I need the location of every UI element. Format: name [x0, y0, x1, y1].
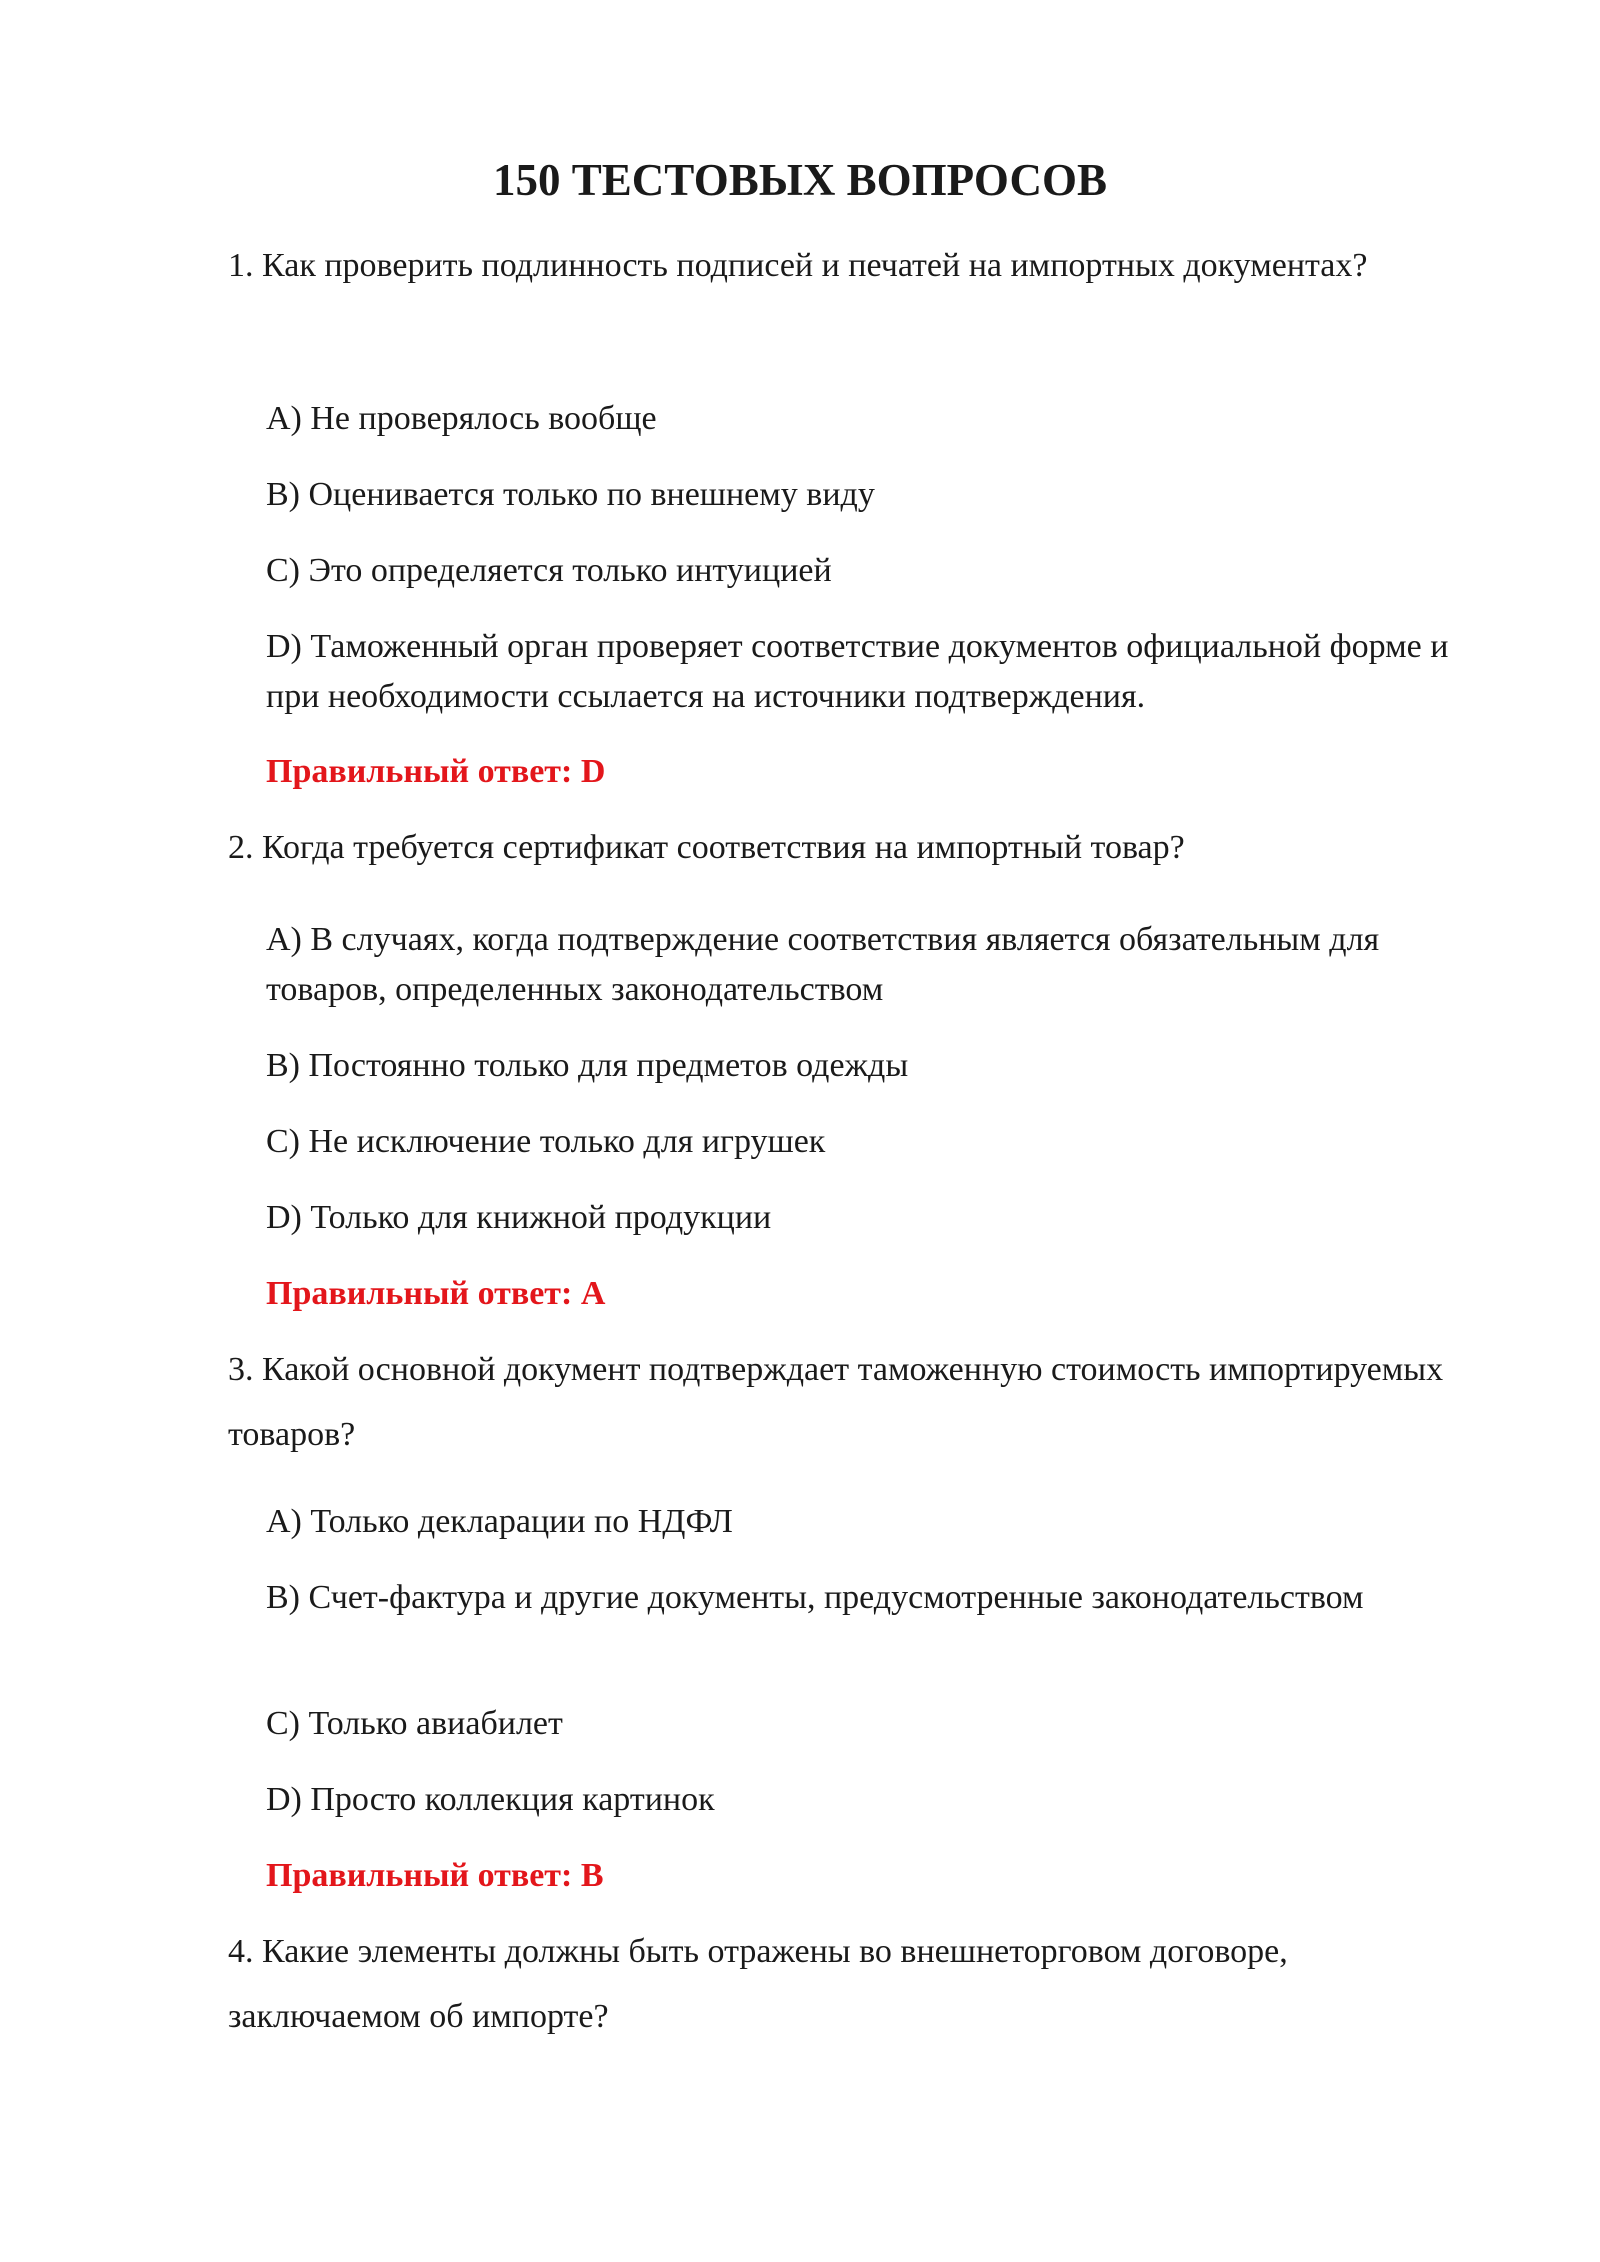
answer-option: B) Постоянно только для предметов одежды — [266, 1047, 909, 1084]
document-title: 150 ТЕСТОВЫХ ВОПРОСОВ — [493, 155, 1107, 205]
answer-option: A) В случаях, когда подтверждение соответствия является обязательным для товаров, определенных законодательством — [266, 921, 1380, 1008]
question-text: 1. Как проверить подлинность подписей и печатей на импортных документах? — [228, 247, 1368, 284]
answer-option: A) Только декларации по НДФЛ — [266, 1503, 733, 1540]
answer-option: D) Просто коллекция картинок — [266, 1781, 715, 1818]
answer-option: A) Не проверялось вообще — [266, 400, 657, 437]
question-text: 2. Когда требуется сертификат соответствия на импортный товар? — [228, 829, 1185, 866]
answer-option: B) Счет-фактура и другие документы, предусмотренные законодательством — [266, 1579, 1364, 1616]
answer-option: D) Таможенный орган проверяет соответствие документов официальной форме и при необходимости ссылается на источники подтверждения. — [266, 628, 1449, 715]
correct-answer: Правильный ответ: D — [266, 753, 606, 790]
correct-answer: Правильный ответ: A — [266, 1275, 606, 1312]
question-text: 4. Какие элементы должны быть отражены во внешнеторговом договоре, заключаемом об импорте? — [228, 1933, 1288, 2035]
question-text: 3. Какой основной документ подтверждает таможенную стоимость импортируемых товаров? — [228, 1351, 1444, 1453]
answer-option: C) Не исключение только для игрушек — [266, 1123, 826, 1160]
answer-option: C) Только авиабилет — [266, 1705, 563, 1742]
answer-option: C) Это определяется только интуицией — [266, 552, 832, 589]
answer-option: D) Только для книжной продукции — [266, 1199, 772, 1236]
correct-answer: Правильный ответ: B — [266, 1857, 604, 1894]
answer-option: B) Оценивается только по внешнему виду — [266, 476, 875, 513]
